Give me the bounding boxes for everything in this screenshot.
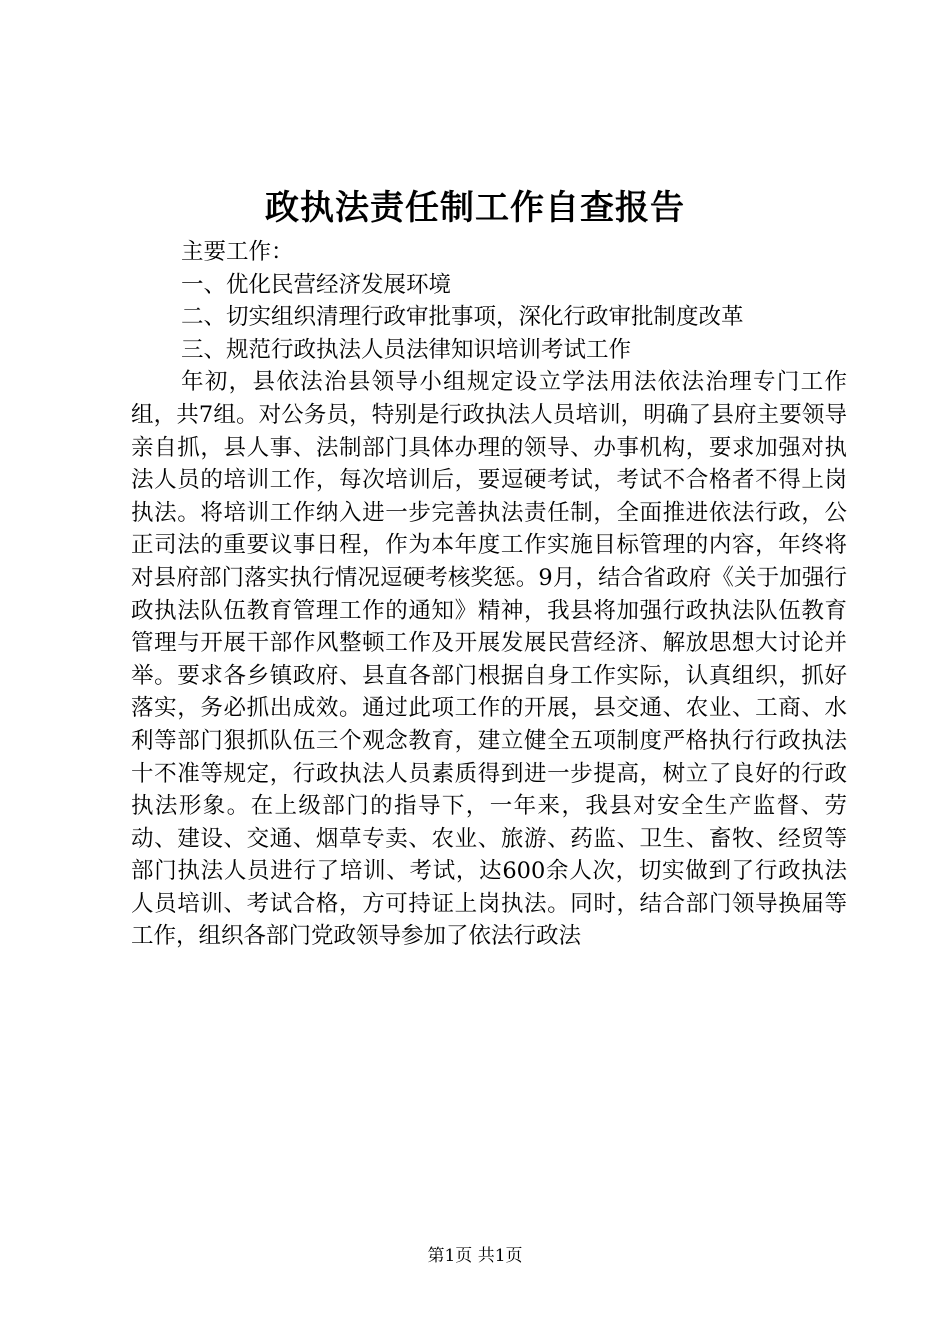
document-content: [131, 236, 847, 953]
page-title: 政执法责任制工作自查报告: [265, 188, 685, 228]
section-heading-2: 二、切实组织清理行政审批事项，深化行政审批制度改革: [181, 304, 744, 331]
page-number-footer: 第1页 共1页: [427, 1246, 523, 1266]
section-heading-3: 三、规范行政执法人员法律知识培训考试工作: [181, 336, 632, 363]
section-heading-1: 一、优化民营经济发展环境: [181, 271, 452, 298]
body-paragraph: 年初，县依法治县领导小组规定设立学法用法依法治理专门工作组，共7组。对公务员，特别是行政执法人员培训，明确了县府主要领导亲自抓，县人事、法制部门具体办理的领导、办事机构，要求加强对执法人员的培训工作，每次培训后，要逗硬考试，考试不合格者不得上岗执法。将培训工作纳入进一步完善执法责任制，全面推进依法行政，公正司法的重要议事日程，作为本年度工作实施目标管理的内容，年终将对县府部门落实执行情况逗硬考核奖惩。9月，结合省政府《关于加强行政执法队伍教育管理工作的通知》精神，我县将加强行政执法队伍教育管理与开展干部作风整顿工作及开展发展民营经济、解放思想大讨论并举。要求各乡镇政府、县直各部门根据自身工作实际，认真组织，抓好落实，务必抓出成效。通过此项工作的开展，县交通、农业、工商、水利等部门狠抓队伍三个观念教育，建立健全五项制度严格执行行政执法十不准等规定，行政执法人员素质得到进一步提高，树立了良好的行政执法形象。在上级部门的指导下，一年来，我县对安全生产监督、劳动、建设、交通、烟草专卖、农业、旅游、药监、卫生、畜牧、经贸等部门执法人员进行了培训、考试，达600余人次，切实做到了行政执法人员培训、考试合格，方可持证上岗执法。同时，结合部门领导换届等工作，组织各部门党政领导参加了依法行政法: [131, 369, 847, 950]
section-heading-main: 主要工作：: [181, 239, 294, 265]
